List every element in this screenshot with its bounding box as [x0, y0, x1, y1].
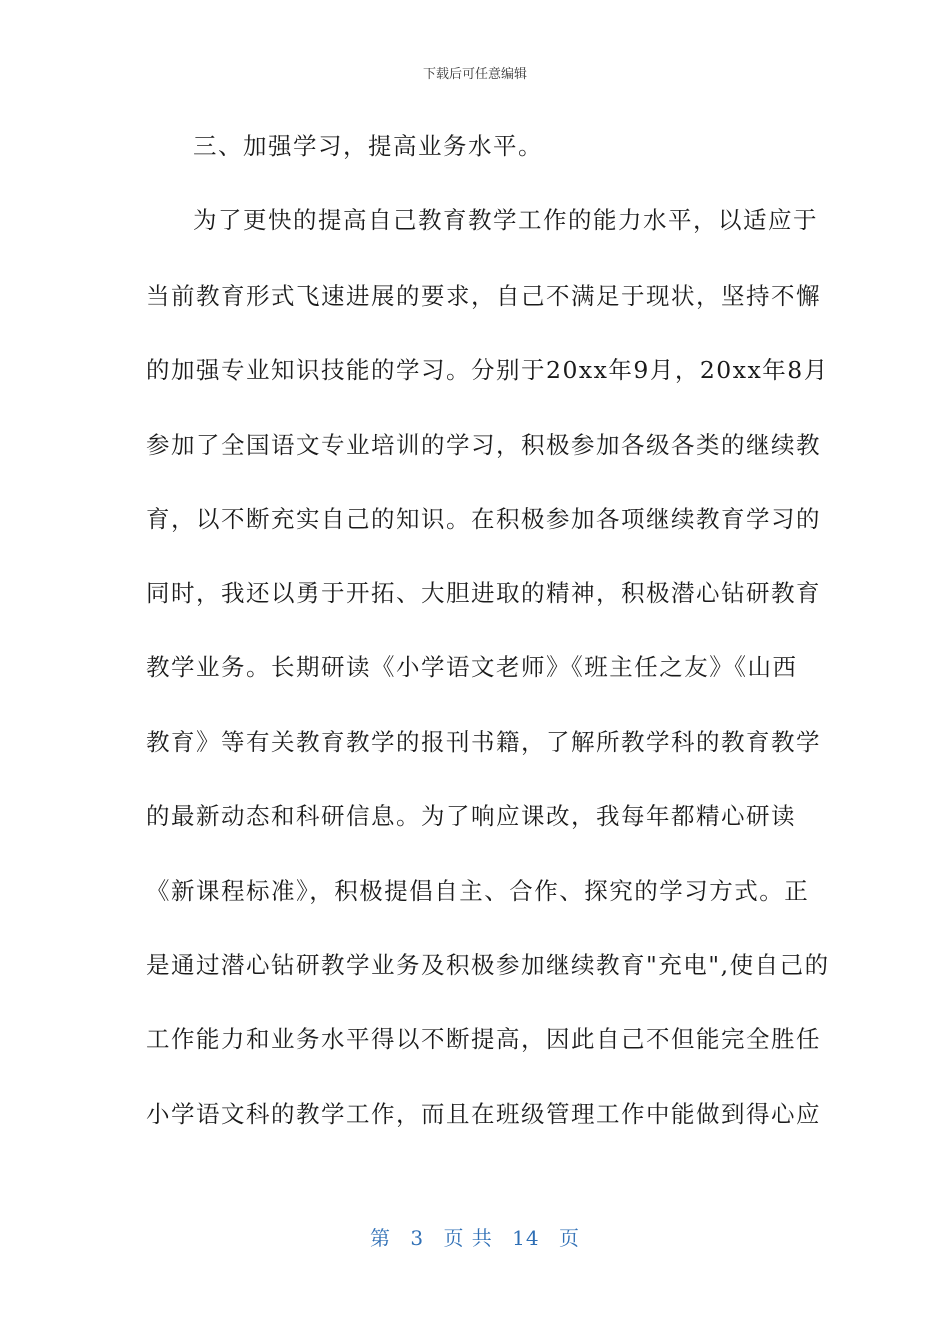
page-footer [0, 1224, 950, 1252]
paragraph-line: 工作能力和业务水平得以不断提高，因此自己不但能完全胜任 [146, 1025, 821, 1053]
paragraph-line: 的加强专业知识技能的学习。分别于20xx年9月，20xx年8月 [146, 356, 829, 384]
paragraph-line: 教育》等有关教育教学的报刊书籍，了解所教学科的教育教学 [146, 728, 821, 756]
paragraph-line: 参加了全国语文专业培训的学习，积极参加各级各类的继续教 [146, 431, 821, 459]
paragraph-line: 当前教育形式飞速进展的要求，自己不满足于现状，坚持不懈 [146, 282, 821, 310]
paragraph-line: 教学业务。长期研读《小学语文老师》《班主任之友》《山西 [146, 653, 798, 681]
paragraph-line: 《新课程标准》，积极提倡自主、合作、探究的学习方式。正 [146, 877, 810, 905]
paragraph-line: 育，以不断充实自己的知识。在积极参加各项继续教育学习的 [146, 505, 821, 533]
paragraph-line: 的最新动态和科研信息。为了响应课改，我每年都精心研读 [146, 802, 796, 830]
footer-total-pages: 14 [512, 1226, 540, 1250]
section-heading: 三、加强学习，提高业务水平。 [193, 132, 543, 160]
paragraph-line: 为了更快的提高自己教育教学工作的能力水平，以适应于 [193, 206, 818, 234]
footer-suffix: 页 [558, 1226, 580, 1250]
paragraph-line: 小学语文科的教学工作，而且在班级管理工作中能做到得心应 [146, 1100, 821, 1128]
footer-middle: 页 共 [443, 1226, 493, 1250]
page-header: 下载后可任意编辑 [422, 67, 527, 82]
paragraph-line: 是通过潜心钻研教学业务及积极参加继续教育"充电",使自己的 [146, 951, 830, 979]
footer-page-number: 3 [410, 1226, 425, 1250]
paragraph-line: 同时，我还以勇于开拓、大胆进取的精神，积极潜心钻研教育 [146, 579, 821, 607]
footer-prefix: 第 [370, 1226, 391, 1250]
